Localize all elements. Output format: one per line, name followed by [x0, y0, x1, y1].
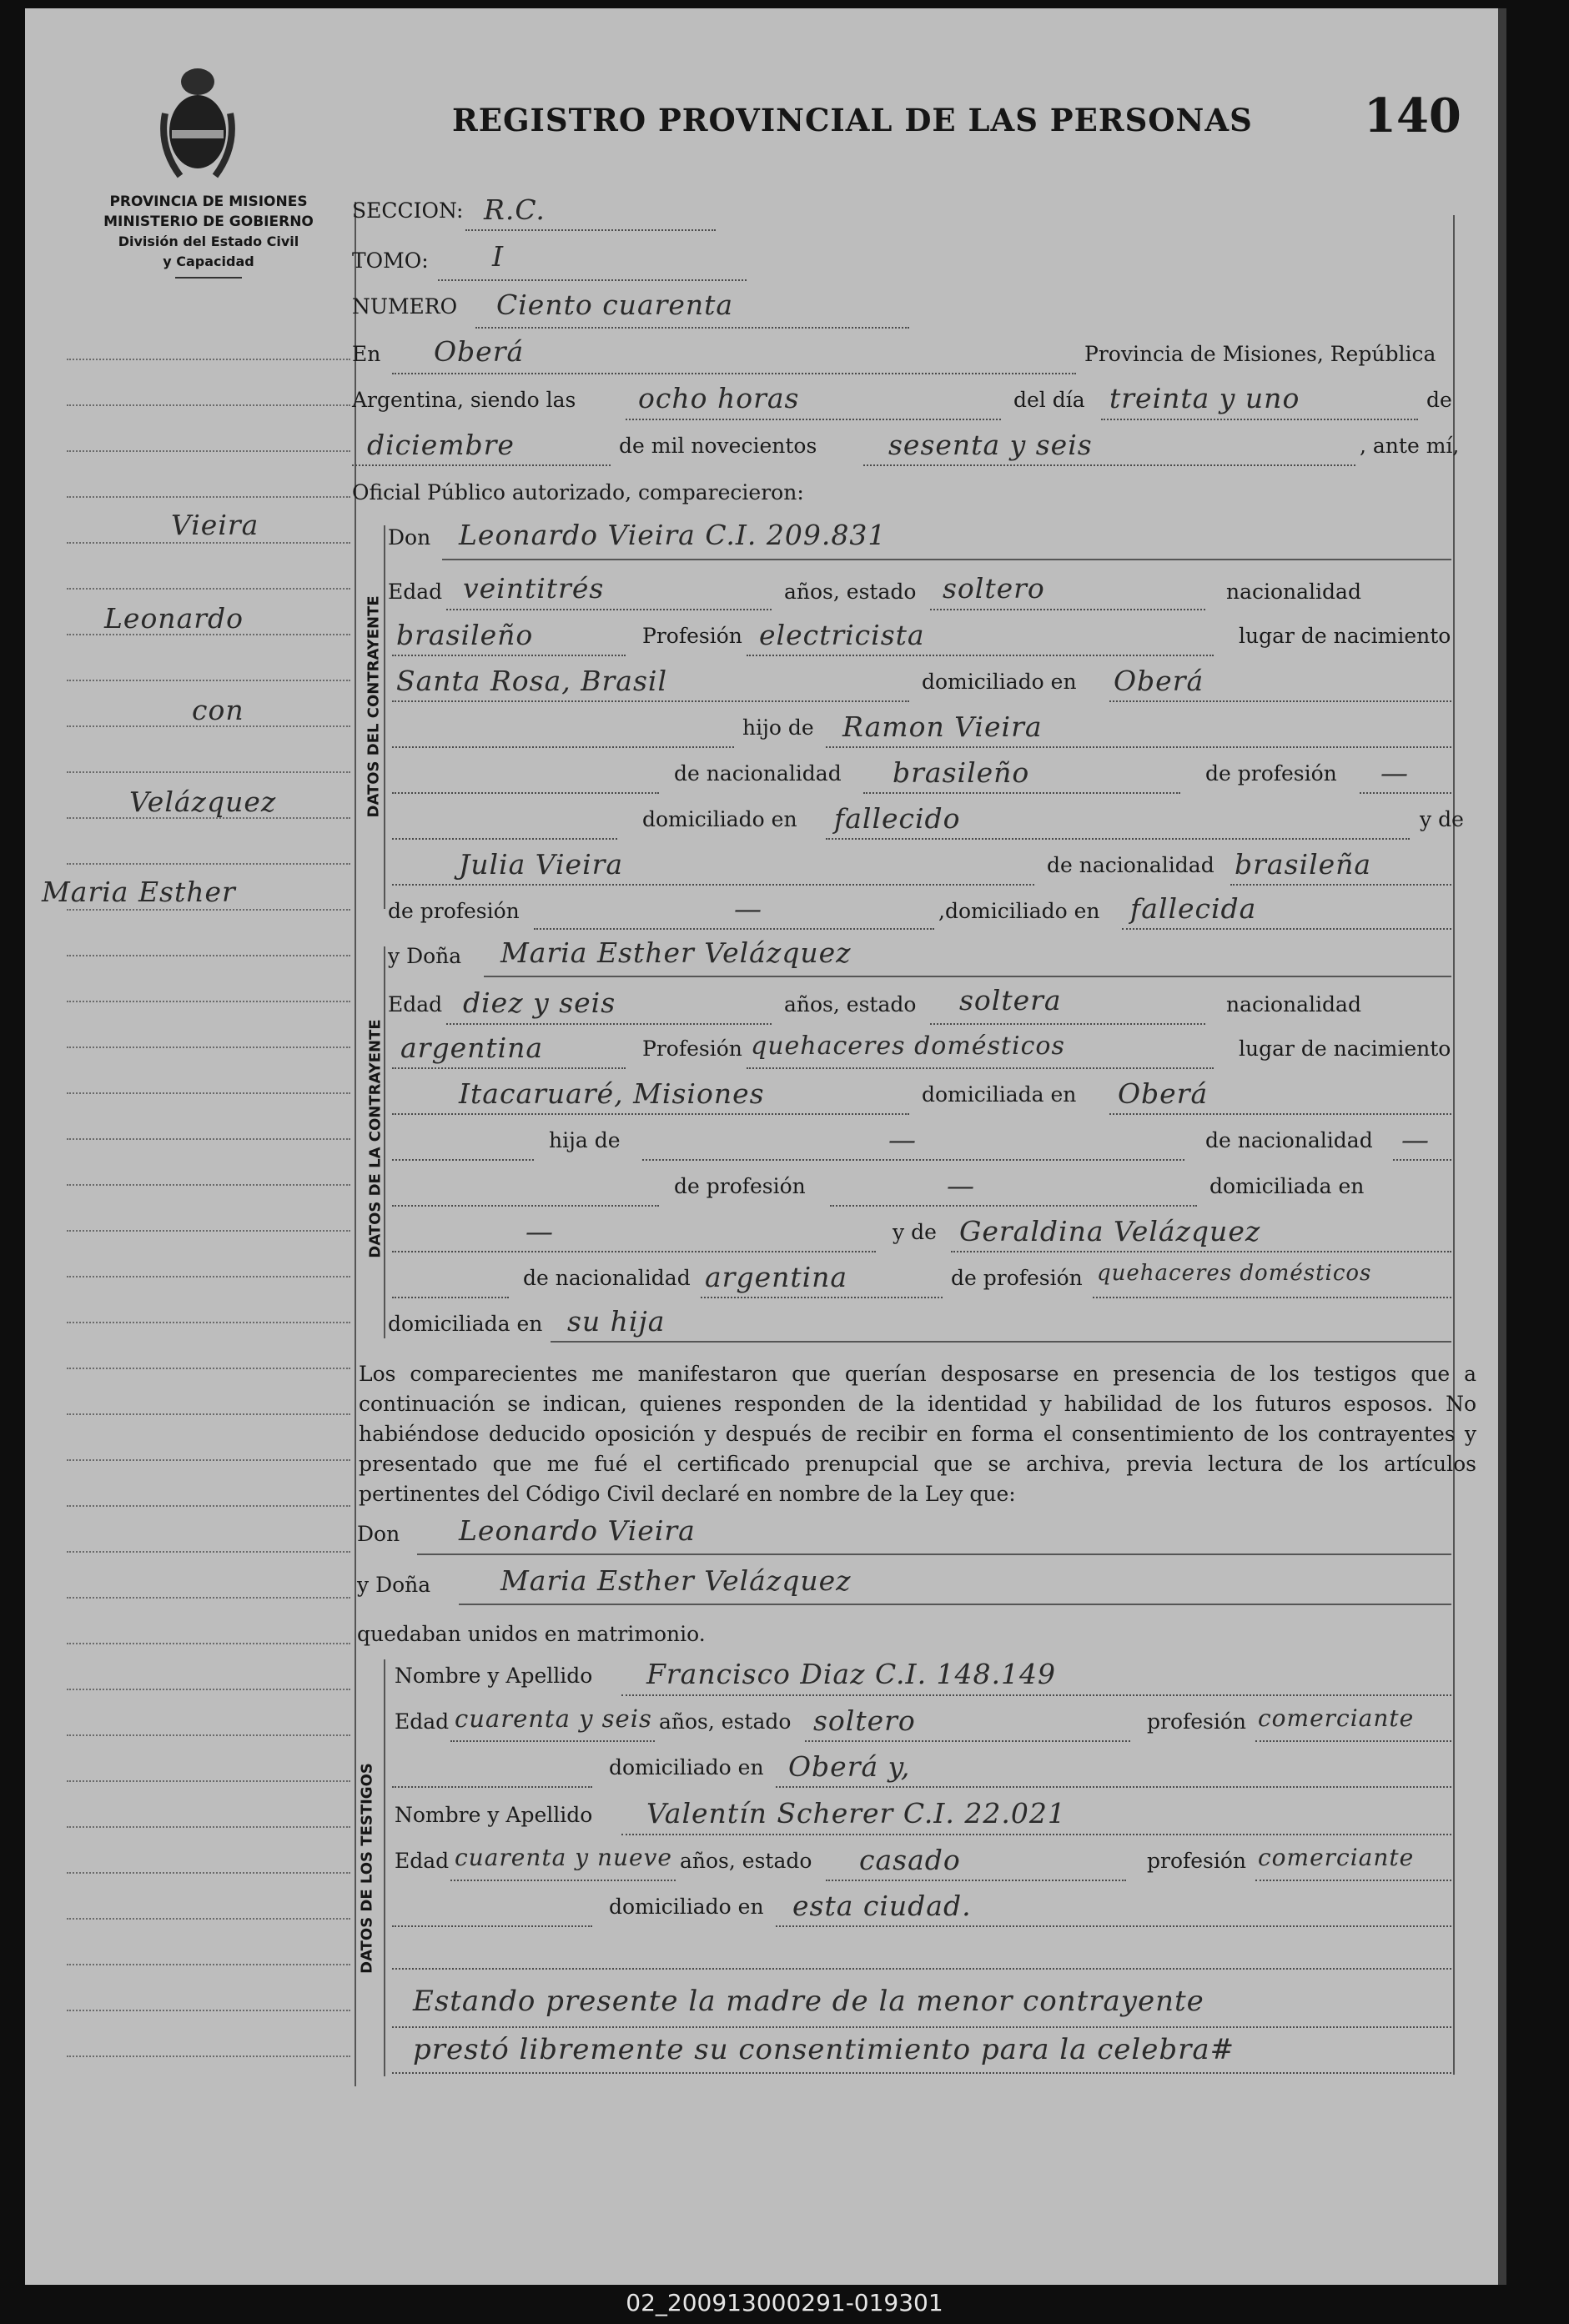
padre-dom-value: fallecido — [834, 802, 961, 835]
don-line — [442, 559, 1451, 560]
margin-note-surname: Vieira — [171, 509, 259, 541]
testigos-side-label: DATOS DE LOS TESTIGOS — [358, 1763, 376, 1974]
padre-nac-value: brasileño — [893, 756, 1030, 789]
t1-edad-line — [450, 1740, 655, 1742]
b-madre-value: Geraldina Velázquez — [959, 1215, 1261, 1247]
t1-name-value: Francisco Diaz C.I. 148.149 — [646, 1658, 1057, 1690]
hora-line — [626, 419, 1001, 420]
marginal-note-line2: prestó libremente su consentimiento para la celebra# — [413, 2033, 1235, 2066]
b-nacionalidad-label: nacionalidad — [1226, 992, 1361, 1016]
b-nacionalidad-value: argentina — [400, 1031, 544, 1064]
note-line-2 — [392, 2072, 1451, 2074]
blank-line-3 — [392, 838, 617, 840]
b-padre-line — [642, 1159, 1184, 1161]
t2-name-value: Valentín Scherer C.I. 22.021 — [646, 1797, 1066, 1830]
margin-note-firstname2: Maria Esther — [42, 876, 236, 908]
don-value: Leonardo Vieira C.I. 209.831 — [459, 519, 887, 551]
t2-estado-value: casado — [859, 1844, 961, 1876]
b-de-prof-label: de profesión — [674, 1174, 806, 1198]
del-dia-label: del día — [1013, 388, 1085, 412]
profesion-label: Profesión — [642, 624, 742, 648]
padre-value: Ramon Vieira — [842, 710, 1043, 743]
t2-name-line — [621, 1834, 1451, 1835]
t1-edad-value: cuarenta y seis — [455, 1704, 652, 1733]
dona-value: Maria Esther Velázquez — [500, 936, 852, 969]
b-madre-dom-label: domiciliada en — [388, 1312, 543, 1336]
dia-value: treinta y uno — [1109, 382, 1300, 414]
anio-line — [863, 464, 1355, 466]
province-label: PROVINCIA DE MISIONES — [109, 193, 308, 210]
en-value: Oberá — [434, 335, 525, 368]
b-profesion-label: Profesión — [642, 1037, 742, 1061]
t2-blank-line — [392, 1925, 592, 1927]
en-line — [392, 373, 1076, 374]
lugar-line — [392, 700, 909, 702]
y-de-label: y de — [1420, 807, 1464, 831]
padre-nac-line — [863, 792, 1180, 794]
profesion-line — [747, 655, 1214, 656]
note-line-1 — [392, 2026, 1451, 2028]
b-madre-prof-value: quehaceres domésticos — [1097, 1261, 1372, 1286]
blank-line-2 — [392, 792, 659, 794]
t1-edad-label: Edad — [395, 1709, 450, 1734]
b-de-nac-label: de nacionalidad — [1205, 1128, 1373, 1152]
decl-don-value: Leonardo Vieira — [459, 1514, 696, 1547]
nacionalidad-line — [392, 655, 626, 656]
provincia-text: Provincia de Misiones, República — [1084, 342, 1436, 366]
b-dom-label: domiciliada en — [1209, 1174, 1365, 1198]
t2-prof-value: comerciante — [1258, 1844, 1415, 1871]
b-madre-nac-line — [701, 1297, 943, 1298]
don-label: Don — [388, 525, 431, 550]
b-domiciliada-label: domiciliada en — [922, 1082, 1077, 1107]
b-nacionalidad-line — [392, 1067, 626, 1069]
b-padre-prof-value: — — [947, 1169, 975, 1202]
t1-dom-value: Oberá y, — [788, 1750, 911, 1783]
t2-edad-label: Edad — [395, 1849, 450, 1873]
mes-value: diciembre — [367, 429, 515, 461]
b-estado-value: soltera — [959, 984, 1062, 1016]
matrimonio-closing: quedaban unidos en matrimonio. — [357, 1622, 706, 1646]
b-edad-label: Edad — [388, 992, 443, 1016]
page-number: 140 — [1364, 88, 1461, 143]
blank-line-1 — [392, 746, 734, 748]
madre-value: Julia Vieira — [459, 848, 624, 881]
domiciliado-value: Oberá — [1114, 665, 1204, 697]
t2-dom-label: domiciliado en — [609, 1895, 764, 1919]
t2-dom-line — [776, 1925, 1451, 1927]
agency-block — [63, 192, 355, 279]
b-madre-prof-line — [1093, 1297, 1451, 1298]
nacionalidad-label: nacionalidad — [1226, 580, 1361, 604]
t2-dom-value: esta ciudad. — [792, 1890, 972, 1922]
b-edad-value: diez y seis — [463, 986, 616, 1019]
seccion-label: SECCION: — [352, 198, 464, 223]
b-lugar-label: lugar de nacimiento — [1239, 1037, 1451, 1061]
numero-line — [475, 327, 909, 329]
t1-prof-line — [1255, 1740, 1451, 1742]
de-nacionalidad-label: de nacionalidad — [674, 761, 842, 786]
madre-nac-line — [1230, 884, 1451, 886]
edad-line — [446, 609, 772, 610]
madre-prof-line — [534, 928, 934, 930]
margin-note-firstname: Leonardo — [104, 602, 244, 635]
b-blank-line-2 — [392, 1205, 659, 1207]
t2-estado-line — [826, 1880, 1126, 1881]
b-estado-line — [930, 1023, 1205, 1025]
b-domiciliada-value: Oberá — [1118, 1077, 1209, 1110]
padre-line — [826, 746, 1451, 748]
numero-label: NUMERO — [352, 294, 458, 319]
t1-anos-label: años, estado — [659, 1709, 792, 1734]
t1-prof-value: comerciante — [1258, 1704, 1415, 1732]
b-lugar-value: Itacaruaré, Misiones — [459, 1077, 765, 1110]
b-edad-line — [446, 1023, 772, 1025]
section3-border — [384, 1659, 385, 2076]
b-madre-dom-line — [551, 1341, 1451, 1343]
tomo-line — [438, 279, 747, 281]
estado-value: soltero — [943, 572, 1045, 605]
de-label: de — [1426, 388, 1452, 412]
t1-prof-label: profesión — [1147, 1709, 1247, 1734]
b-madre-nac-value: argentina — [705, 1261, 848, 1293]
edad-label: Edad — [388, 580, 443, 604]
decl-don-label: Don — [357, 1522, 400, 1546]
argentina-text: Argentina, siendo las — [352, 388, 576, 412]
t2-prof-line — [1255, 1880, 1451, 1881]
t1-estado-line — [805, 1740, 1130, 1742]
dia-line — [1101, 419, 1418, 420]
mes-line — [352, 464, 611, 466]
t2-prof-label: profesión — [1147, 1849, 1247, 1873]
dona-line — [484, 976, 1451, 977]
de-profesion-label: de profesión — [1205, 761, 1337, 786]
scan-file-id: 02_200913000291-019301 — [626, 2289, 943, 2316]
t1-dom-line — [776, 1786, 1451, 1788]
madre-dom-label: ,domiciliado en — [938, 899, 1100, 923]
b-padre-value: — — [888, 1123, 917, 1156]
padre-prof-value: — — [1380, 756, 1409, 789]
nacionalidad-value: brasileño — [396, 619, 534, 651]
tomo-label: TOMO: — [352, 248, 429, 273]
madre-nac-label: de nacionalidad — [1047, 853, 1214, 877]
madre-nac-value: brasileña — [1235, 848, 1372, 881]
t2-name-label: Nombre y Apellido — [395, 1803, 593, 1827]
tomo-value: I — [492, 240, 505, 273]
numero-value: Ciento cuarenta — [496, 289, 734, 321]
divider — [175, 277, 242, 279]
division-label: División del Estado Civil — [118, 233, 299, 249]
anos-estado-label: años, estado — [784, 580, 917, 604]
b-padre-dom-line — [392, 1251, 876, 1252]
oficial-text: Oficial Público autorizado, comparecieron: — [352, 480, 804, 504]
b-blank-line-3 — [392, 1297, 509, 1298]
contrayenta-side-label: DATOS DE LA CONTRAYENTE — [366, 1019, 385, 1258]
section1-border — [384, 525, 385, 909]
decl-dona-value: Maria Esther Velázquez — [500, 1564, 852, 1597]
decl-dona-line — [459, 1604, 1451, 1605]
decl-don-line — [417, 1554, 1451, 1555]
b-lugar-line — [392, 1113, 909, 1115]
b-madre-prof-label: de profesión — [951, 1266, 1083, 1290]
ministry-label: MINISTERIO DE GOBIERNO — [103, 213, 314, 230]
madre-dom-value: fallecida — [1130, 892, 1257, 925]
note-top-line — [392, 1968, 1451, 1970]
edad-value: veintitrés — [463, 572, 605, 605]
madre-prof-label: de profesión — [388, 899, 520, 923]
padre-prof-line — [1360, 792, 1451, 794]
hija-label: hija de — [549, 1128, 621, 1152]
b-padre-dom-value: — — [526, 1215, 554, 1247]
lugar-label: lugar de nacimiento — [1239, 624, 1451, 648]
b-madre-dom-value: su hija — [567, 1305, 666, 1338]
declaration-paragraph: Los comparecientes me manifestaron que querían desposarse en presencia de los testigos que a continuación se indican, quienes responden de la identidad y habilidad de los futuros esposos. No habiéndose deducido oposición y después de recibir en forma el consentimiento de los contrayentes y presentado que me fué el certificado prenupcial que se archiva, previa lectura de los artículos pertinentes del Código Civil declaré en nombre de la Ley que: — [359, 1362, 1476, 1506]
argentina-coat-of-arms-icon — [157, 63, 239, 188]
t2-edad-line — [450, 1880, 676, 1881]
b-profesion-value: quehaceres domésticos — [751, 1031, 1065, 1061]
b-madre-nac-label: de nacionalidad — [523, 1266, 691, 1290]
mil-novecientos-label: de mil novecientos — [619, 434, 817, 458]
domiciliado-line — [1109, 700, 1451, 702]
b-madre-line — [951, 1251, 1451, 1252]
en-label: En — [352, 342, 381, 366]
estado-line — [930, 609, 1205, 610]
madre-prof-value: — — [734, 892, 762, 925]
anio-value: sesenta y seis — [888, 429, 1093, 461]
b-domiciliada-line — [1109, 1113, 1451, 1115]
b-blank-line-1 — [392, 1159, 534, 1161]
hijo-label: hijo de — [742, 715, 814, 740]
profesion-value: electricista — [759, 619, 925, 651]
t2-edad-value: cuarenta y nueve — [455, 1844, 672, 1871]
marginal-note-line1: Estando presente la madre de la menor contrayente — [413, 1985, 1204, 2018]
b-padre-prof-line — [830, 1205, 1197, 1207]
margin-note-surname2: Velázquez — [129, 786, 277, 818]
t1-estado-value: soltero — [813, 1704, 916, 1737]
b-profesion-line — [747, 1067, 1214, 1069]
lugar-value: Santa Rosa, Brasil — [396, 665, 668, 697]
form-right-border — [1453, 215, 1455, 2075]
t1-name-line — [621, 1694, 1451, 1696]
margin-note-con: con — [192, 694, 244, 726]
t1-blank-line — [392, 1786, 592, 1788]
seccion-line — [465, 229, 716, 231]
t1-dom-label: domiciliado en — [609, 1755, 764, 1779]
contrayente-side-label: DATOS DEL CONTRAYENTE — [365, 595, 383, 818]
t2-anos-label: años, estado — [680, 1849, 812, 1873]
b-anos-estado-label: años, estado — [784, 992, 917, 1016]
domiciliado-label: domiciliado en — [922, 670, 1077, 694]
t1-name-label: Nombre y Apellido — [395, 1664, 593, 1688]
madre-line — [392, 884, 1034, 886]
seccion-value: R.C. — [484, 193, 546, 226]
b-padre-nac-line — [1393, 1159, 1451, 1161]
register-page — [25, 8, 1506, 2285]
ante-label: , ante mí, — [1360, 434, 1460, 458]
decl-dona-label: y Doña — [357, 1573, 431, 1597]
capacidad-label: y Capacidad — [163, 253, 254, 269]
dona-label: y Doña — [388, 944, 462, 968]
hora-value: ocho horas — [638, 382, 800, 414]
b-y-de-label: y de — [893, 1220, 937, 1244]
padre-dom-line — [826, 838, 1410, 840]
dom-en-label: domiciliado en — [642, 807, 797, 831]
madre-dom-line — [1122, 928, 1451, 930]
b-padre-nac-value: — — [1401, 1123, 1430, 1156]
page-title: REGISTRO PROVINCIAL DE LAS PERSONAS — [452, 102, 1253, 138]
